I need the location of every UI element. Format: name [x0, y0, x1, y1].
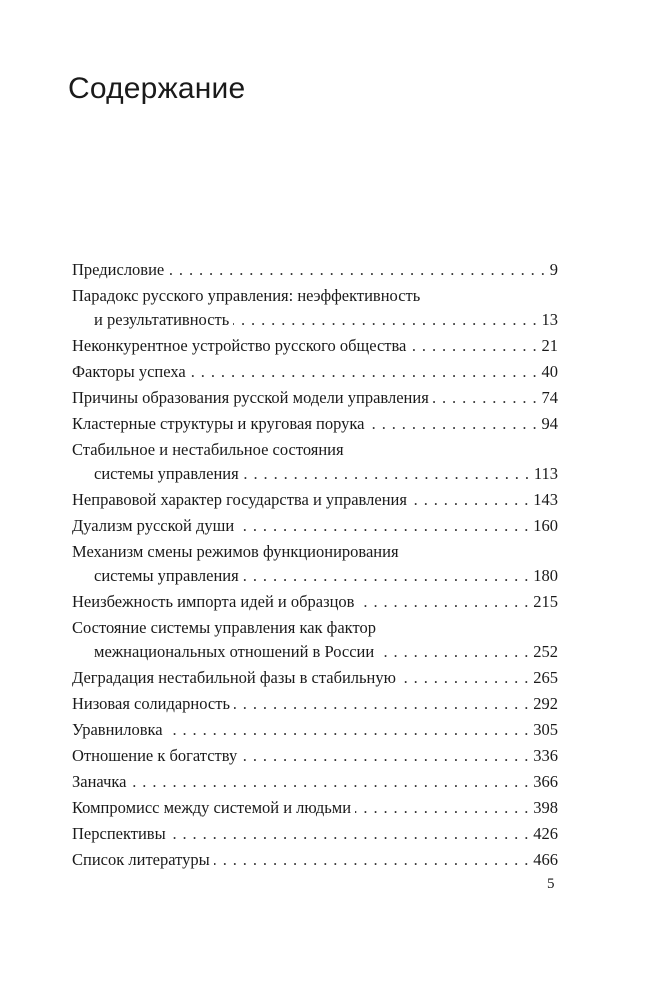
dot-leader: [168, 258, 546, 282]
toc-entry-page: 160: [533, 516, 558, 535]
toc-entry-title: Отношение к богатству: [72, 746, 238, 765]
toc-entry-title: Неизбежность импорта идей и образцов: [72, 592, 355, 611]
toc-entry: [72, 438, 558, 486]
toc-entry-page: 40: [541, 362, 558, 381]
toc-entry-title: Причины образования русской модели управления: [72, 388, 429, 407]
toc-entry: [72, 692, 558, 716]
toc-entry: [72, 590, 558, 614]
toc-entry-page: 113: [533, 464, 558, 483]
dot-leader: [190, 360, 538, 384]
toc-entry-page: 143: [533, 490, 558, 509]
dot-leader: [433, 386, 538, 410]
toc-entry-page: 265: [533, 668, 558, 687]
toc-entry-title: и результативность: [94, 310, 230, 329]
toc-entry: [72, 744, 558, 768]
toc-entry-page: 252: [533, 642, 558, 661]
toc-entry: [72, 360, 558, 384]
page-title: Содержание: [68, 72, 246, 105]
toc-entry-title: Неконкурентное устройство русского общества: [72, 336, 407, 355]
toc-entry-page: 305: [533, 720, 558, 739]
toc-entry-title: Предисловие: [72, 260, 165, 279]
toc-entry-page: 9: [549, 260, 558, 279]
toc-entry-page: 215: [533, 592, 558, 611]
dot-leader: [410, 334, 537, 358]
toc-entry-page: 180: [533, 566, 558, 585]
toc-entry-title: Заначка: [72, 772, 127, 791]
toc-entry: [72, 540, 558, 588]
toc-entry-title: Факторы успеха: [72, 362, 186, 381]
toc-entry-title: Уравниловка: [72, 720, 163, 739]
toc-entry-title: Перспективы: [72, 824, 166, 843]
dot-leader: [167, 718, 530, 742]
toc-entry-page: 366: [533, 772, 558, 791]
toc-entry: [72, 718, 558, 742]
dot-leader: [368, 412, 537, 436]
toc-entry-title: Стабильное и нестабильное состояния: [72, 440, 344, 459]
toc-entry-title: Кластерные структуры и круговая порука: [72, 414, 365, 433]
dot-leader: [411, 488, 529, 512]
toc-entry-title: Состояние системы управления как фактор: [72, 618, 376, 637]
dot-leader: [355, 796, 529, 820]
dot-leader: [214, 848, 530, 872]
toc-entry: [72, 284, 558, 332]
toc-entry-page: 74: [541, 388, 558, 407]
page-number: 5: [547, 876, 555, 892]
toc-entry: [72, 822, 558, 846]
dot-leader: [378, 640, 529, 664]
dot-leader: [243, 462, 530, 486]
toc-entry-page: 94: [541, 414, 558, 433]
dot-leader: [241, 744, 529, 768]
toc-entry: [72, 796, 558, 820]
dot-leader: [243, 564, 530, 588]
toc-entry: [72, 616, 558, 664]
dot-leader: [358, 590, 529, 614]
table-of-contents: [72, 258, 558, 874]
toc-entry: [72, 386, 558, 410]
dot-leader: [233, 308, 537, 332]
toc-entry-title: Список литературы: [72, 850, 210, 869]
toc-entry-page: 398: [533, 798, 558, 817]
toc-entry-title: системы управления: [94, 464, 239, 483]
toc-entry-title: Механизм смены режимов функционирования: [72, 542, 399, 561]
toc-entry-page: 21: [541, 336, 558, 355]
dot-leader: [170, 822, 530, 846]
toc-entry: [72, 412, 558, 436]
dot-leader: [234, 692, 529, 716]
toc-entry: [72, 334, 558, 358]
toc-entry: [72, 848, 558, 872]
toc-entry-page: 426: [533, 824, 558, 843]
toc-entry-page: 336: [533, 746, 558, 765]
toc-entry-page: 13: [541, 310, 558, 329]
dot-leader: [400, 666, 529, 690]
toc-entry-title: межнациональных отношений в России: [94, 642, 375, 661]
toc-entry-title: Компромисс между системой и людьми: [72, 798, 352, 817]
toc-entry-page: 292: [533, 694, 558, 713]
toc-entry-title: Парадокс русского управления: неэффективность: [72, 286, 421, 305]
toc-entry: [72, 666, 558, 690]
dot-leader: [238, 514, 529, 538]
toc-entry-title: Неправовой характер государства и управления: [72, 490, 407, 509]
toc-entry: [72, 514, 558, 538]
toc-entry: [72, 258, 558, 282]
toc-entry-title: Дуализм русской души: [72, 516, 235, 535]
toc-entry: [72, 488, 558, 512]
toc-entry-title: Деградация нестабильной фазы в стабильную: [72, 668, 396, 687]
toc-entry-title: системы управления: [94, 566, 239, 585]
toc-entry-title: Низовая солидарность: [72, 694, 230, 713]
toc-entry-page: 466: [533, 850, 558, 869]
dot-leader: [130, 770, 529, 794]
toc-entry: [72, 770, 558, 794]
